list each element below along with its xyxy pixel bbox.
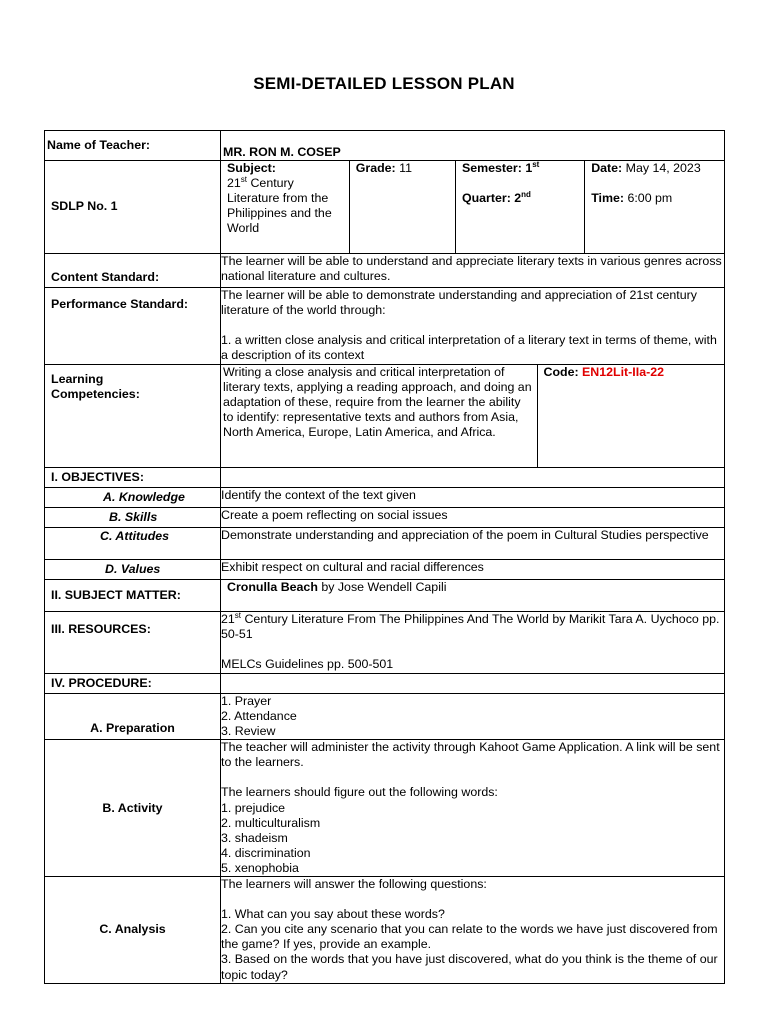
resources-label: III. RESOURCES:: [45, 612, 221, 674]
resources-pre: 21: [221, 612, 235, 626]
subject-label: Subject:: [227, 161, 276, 175]
subject-matter-title: Cronulla Beach: [227, 580, 318, 594]
objective-values-label: D. Values: [45, 560, 221, 580]
preparation-line-1: 1. Prayer: [221, 694, 272, 708]
objective-skills-label: B. Skills: [45, 508, 221, 528]
analysis-question-1: 1. What can you say about these words?: [221, 907, 445, 922]
resources-book: Century Literature From The Philippines And The World by Marikit Tara A. Uychoco pp. 50-51: [221, 612, 720, 642]
objective-attitudes-label: C. Attitudes: [45, 528, 221, 560]
performance-standard-line2: 1. a written close analysis and critical interpretation of a literary text in terms of theme, with a description of its context: [221, 333, 717, 363]
activity-word-4: 4. discrimination: [221, 845, 311, 860]
activity-intro: The teacher will administer the activity through Kahoot Game Application. A link will be sent to the learners.: [221, 740, 720, 770]
time-value: 6:00 pm: [624, 191, 673, 206]
subject-cell: [221, 161, 349, 253]
objective-knowledge-label: A. Knowledge: [45, 488, 221, 508]
preparation-label: A. Preparation: [45, 694, 221, 740]
performance-standard-line1: The learner will be able to demonstrate understanding and appreciation of 21st century literature of the world through:: [221, 288, 697, 318]
subject-sup: st: [240, 174, 248, 184]
time-label: Time:: [591, 191, 625, 206]
performance-standard-text: [221, 288, 725, 365]
activity-prompt: The learners should figure out the following words:: [221, 785, 498, 800]
resources-sup: st: [234, 610, 242, 620]
date-value: May 14, 2023: [622, 161, 701, 175]
objective-attitudes-text: Demonstrate understanding and appreciation of the poem in Cultural Studies perspective: [221, 528, 725, 560]
page-title: SEMI-DETAILED LESSON PLAN: [253, 74, 515, 93]
grade-value: 11: [395, 161, 412, 175]
activity-word-1: 1. prejudice: [221, 800, 286, 815]
resources-line2: MELCs Guidelines pp. 500-501: [221, 657, 394, 672]
activity-word-2: 2. multiculturalism: [221, 815, 321, 830]
activity-word-3: 3. shadeism: [221, 830, 288, 845]
preparation-line-2: 2. Attendance: [221, 709, 297, 724]
subject-matter-text: [221, 580, 725, 612]
learning-competencies-label: Learning Competencies:: [45, 365, 221, 468]
sdlp-number: SDLP No. 1: [45, 161, 221, 254]
semester-sup: st: [532, 159, 540, 169]
activity-label: B. Activity: [45, 740, 221, 877]
teacher-name: MR. RON M. COSEP: [221, 131, 725, 161]
grade-label: Grade:: [355, 161, 396, 175]
date-label: Date:: [591, 161, 623, 175]
quarter-label: Quarter: 2: [461, 191, 522, 206]
analysis-intro: The learners will answer the following questions:: [221, 877, 487, 892]
analysis-question-2: 2. Can you cite any scenario that you can relate to the words we have just discovered from the game? If yes, provide an example.: [221, 922, 718, 952]
analysis-question-3: 3. Based on the words that you have just discovered, what do you think is the theme of our topic today?: [221, 952, 718, 982]
code-cell: [537, 365, 725, 467]
date-cell: [585, 161, 724, 253]
content-standard-text: The learner will be able to understand and appreciate literary texts in various genres across national literature and cultures.: [221, 254, 725, 288]
activity-word-5: 5. xenophobia: [221, 860, 299, 875]
content-standard-label: Content Standard:: [45, 254, 221, 288]
teacher-label: Name of Teacher:: [45, 131, 221, 161]
semester-label: Semester: 1: [461, 161, 533, 175]
objective-knowledge-text: Identify the context of the text given: [221, 488, 725, 508]
preparation-text: [221, 694, 725, 740]
preparation-line-3: 3. Review: [221, 724, 276, 739]
subject-matter-author: by Jose Wendell Capili: [317, 580, 447, 594]
subject-matter-label: II. SUBJECT MATTER:: [45, 580, 221, 612]
quarter-sup: nd: [521, 189, 531, 199]
learning-competencies-text: Writing a close analysis and critical interpretation of literary texts, applying a reading approach, and doing an adaptation of these, require from the learner the ability to identify: representative texts and authors from Asia, North America, Europe, Latin America, and Africa.: [223, 365, 532, 440]
subject-value: Century Literature from the Philippines and the World: [227, 176, 332, 236]
procedure-empty: [221, 674, 725, 694]
resources-text: [221, 612, 725, 674]
resources-line1: [221, 612, 722, 642]
objectives-label: I. OBJECTIVES:: [45, 468, 221, 488]
procedure-label: IV. PROCEDURE:: [45, 674, 221, 694]
analysis-text: [221, 877, 725, 984]
objective-skills-text: Create a poem reflecting on social issues: [221, 508, 725, 528]
activity-text: [221, 740, 725, 877]
grade-cell: [349, 161, 455, 253]
code-value: EN12Lit-IIa-22: [582, 365, 664, 379]
subject-pre: 21: [227, 176, 241, 191]
objectives-empty: [221, 468, 725, 488]
performance-standard-label: Performance Standard:: [45, 288, 221, 365]
semester-cell: [455, 161, 584, 253]
lesson-plan-table: [44, 130, 724, 984]
objective-values-text: Exhibit respect on cultural and racial differences: [221, 560, 725, 580]
code-label: Code:: [543, 365, 583, 379]
analysis-label: C. Analysis: [45, 877, 221, 984]
